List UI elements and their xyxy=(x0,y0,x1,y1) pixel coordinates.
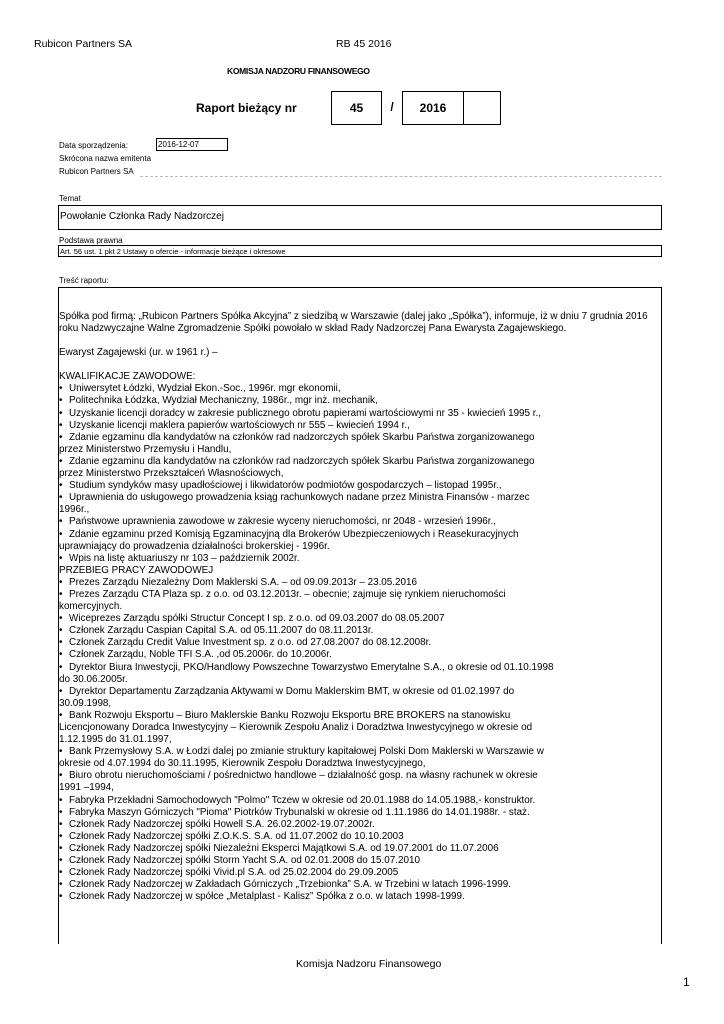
intro-text: Spółka pod firmą: „Rubicon Partners Spółka Akcyjna” z siedzibą w Warszawie (dalej jako „Spółka”), informuje, iż w dniu 7 grudnia 2016 roku Nadzwyczajne Walne Zgromadzenie Spółki powołało w skład Rady Nadzorczej Pana Ewarysta Zagajewskiego. xyxy=(59,311,648,335)
bullet-marker: • xyxy=(59,661,63,673)
qualification-item xyxy=(59,395,661,407)
bullet-marker: • xyxy=(59,588,63,600)
footer-text: Komisja Nadzoru Finansowego xyxy=(296,958,442,970)
qualification-item xyxy=(59,553,661,565)
career-item-text: Członek Zarządu, Noble TFI S.A. ,od 05.2006r. do 10.2006r. xyxy=(69,649,332,661)
bullet-marker: • xyxy=(59,419,63,431)
qualification-item-text: Państwowe uprawnienia zawodowe w zakresie wyceny nieruchomości, nr 2048 - wrzesień 1996r., xyxy=(69,516,497,528)
career-item-text: Członek Zarządu Caspian Capital S.A. od 05.11.2007 do 08.11.2013r. xyxy=(69,625,374,637)
career-item-text: Bank Przemysłowy S.A. w Łodzi dalej po zmianie struktury kapitałowej Polski Dom Maklerski w Warszawie w xyxy=(69,746,544,758)
qualification-item xyxy=(59,492,661,504)
qualifications-list xyxy=(59,383,661,564)
bullet-marker: • xyxy=(59,528,63,540)
qualification-item-text: Uprawnienia do usługowego prowadzenia ksiąg rachunkowych nadane przez Ministra Finansów - marzec xyxy=(69,492,530,504)
career-item xyxy=(59,710,661,722)
qualification-item xyxy=(59,408,661,420)
bullet-marker: • xyxy=(59,516,63,528)
qualification-item-text: Uzyskanie licencji maklera papierów wartościowych nr 555 – kwiecień 1994 r., xyxy=(69,419,410,431)
bullet-marker: • xyxy=(59,625,63,637)
qualification-item xyxy=(59,516,661,528)
career-item xyxy=(59,577,661,589)
bullet-marker: • xyxy=(59,879,63,891)
bullet-marker: • xyxy=(59,818,63,830)
career-item-text: Członek Rady Nadzorczej spółki Vivid.pl S.A. od 25.02.2004 do 29.09.2005 xyxy=(69,867,399,879)
report-separator: / xyxy=(390,100,394,114)
qualification-item xyxy=(59,383,661,395)
subject-label: Temat xyxy=(59,194,81,203)
report-label: Raport bieżący nr xyxy=(196,101,297,115)
bullet-marker: • xyxy=(59,455,63,467)
bullet-marker: • xyxy=(59,395,63,407)
career-item-text: Członek Rady Nadzorczej spółki Howell S.A. 26.02.2002-19.07.2002r. xyxy=(69,818,375,830)
career-item xyxy=(59,855,661,867)
qualification-item xyxy=(59,529,661,541)
career-item-text: Członek Rady Nadzorczej spółki Z.O.K.S. S.A. od 11.07.2002 do 10.10.2003 xyxy=(69,830,404,842)
content-label: Treść raportu: xyxy=(59,276,109,285)
career-list xyxy=(59,577,661,904)
career-item xyxy=(59,589,661,601)
qualification-item-text: Zdanie egzaminu dla kandydatów na członków rad nadzorczych spółek Skarbu Państwa zorganizowanego xyxy=(69,431,535,443)
qualification-item-text: Studium syndyków masy upadłościowej i likwidatorów podmiotów gospodarczych – listopad 1995r., xyxy=(69,480,502,492)
career-item xyxy=(59,843,661,855)
qualification-item-continuation: przez Ministerstwo Przemysłu i Handlu, xyxy=(59,443,232,455)
career-heading: PRZEBIEG PRACY ZAWODOWEJ xyxy=(59,564,214,576)
bullet-marker: • xyxy=(59,492,63,504)
report-number: 45 xyxy=(349,101,364,115)
bullet-marker: • xyxy=(59,431,63,443)
qualification-item-continuation: uprawniający do prowadzenia działalności brokerskiej - 1996r. xyxy=(59,540,330,552)
career-item xyxy=(59,637,661,649)
career-item xyxy=(59,649,661,661)
career-item xyxy=(59,819,661,831)
bullet-marker: • xyxy=(59,746,63,758)
career-item xyxy=(59,686,661,698)
qualification-item xyxy=(59,420,661,432)
bullet-marker: • xyxy=(59,407,63,419)
career-item-continuation: komercyjnych. xyxy=(59,601,123,613)
career-item xyxy=(59,891,661,903)
date-label: Data sporządzenia: xyxy=(59,141,128,150)
report-extra-box xyxy=(463,91,501,125)
bullet-marker: • xyxy=(59,867,63,879)
career-item xyxy=(59,867,661,879)
bullet-marker: • xyxy=(59,383,63,395)
report-year-box xyxy=(402,91,464,125)
divider xyxy=(140,176,662,177)
bullet-marker: • xyxy=(59,576,63,588)
qualification-item-continuation: 1996r., xyxy=(59,504,90,516)
career-item-text: Prezes Zarządu Niezależny Dom Maklerski S.A. – od 09.09.2013r – 23.05.2016 xyxy=(69,576,418,588)
report-year: 2016 xyxy=(419,101,447,115)
career-item-text: Dyrektor Departamentu Zarządzania Aktywami w Domu Maklerskim BMT, w okresie od 01.02.1997 do xyxy=(69,685,515,697)
qualification-item-text: Uniwersytet Łódzki, Wydział Ekon.-Soc., 1996r. mgr ekonomii, xyxy=(69,383,341,395)
bullet-marker: • xyxy=(59,891,63,903)
career-item xyxy=(59,770,661,782)
content-box xyxy=(58,287,662,944)
bullet-marker: • xyxy=(59,855,63,867)
person-text: Ewaryst Zagajewski (ur. w 1961 r.) – xyxy=(59,347,218,359)
header-report-ref: RB 45 2016 xyxy=(336,38,392,50)
qualification-item xyxy=(59,456,661,468)
career-item xyxy=(59,625,661,637)
career-item-text: Prezes Zarządu CTA Plaza sp. z o.o. od 03.12.2013r. – obecnie; zajmuje się rynkiem nieruchomości xyxy=(69,588,506,600)
qualification-item-text: Zdanie egzaminu dla kandydatów na członków rad nadzorczych spółek Skarbu Państwa zorganizowanego xyxy=(69,455,535,467)
career-item-text: Członek Rady Nadzorczej spółki Storm Yacht S.A. od 02.01.2008 do 15.07.2010 xyxy=(69,855,420,867)
bullet-marker: • xyxy=(59,685,63,697)
career-item xyxy=(59,879,661,891)
career-item-text: Fabryka Przekładni Samochodowych "Polmo" Tczew w okresie od 20.01.1988 do 14.05.1988,- konstruktor. xyxy=(69,794,536,806)
bullet-marker: • xyxy=(59,842,63,854)
career-item xyxy=(59,613,661,625)
bullet-marker: • xyxy=(59,770,63,782)
career-item-continuation: 1.12.1995 do 31.01.1997, xyxy=(59,734,172,746)
subject-value: Powołanie Członka Rady Nadzorczej xyxy=(58,205,662,230)
career-item xyxy=(59,746,661,758)
bullet-marker: • xyxy=(59,830,63,842)
bullet-marker: • xyxy=(59,637,63,649)
bullet-marker: • xyxy=(59,709,63,721)
career-item-text: Bank Rozwoju Eksportu – Biuro Maklerskie Banku Rozwoju Eksportu BRE BROKERS na stanowisku xyxy=(69,709,511,721)
career-item-text: Biuro obrotu nieruchomościami / pośrednictwo handlowe – działalność gosp. na własny rachunek w okresie xyxy=(69,770,538,782)
short-name-label: Skrócona nazwa emitenta xyxy=(59,154,152,163)
bullet-marker: • xyxy=(59,806,63,818)
career-item xyxy=(59,831,661,843)
bullet-marker: • xyxy=(59,649,63,661)
career-item-text: Członek Rady Nadzorczej w spółce „Metalplast - Kalisz” Spółka z o.o. w latach 1998-1999. xyxy=(69,891,465,903)
career-item-continuation: Licencjonowany Doradca Inwestycyjny – Kierownik Zespołu Analiz i Doradztwa Inwestycyjnego w okresie od xyxy=(59,722,533,733)
qualification-item-text: Wpis na listę aktuariuszy nr 103 – październik 2002r. xyxy=(69,552,300,564)
qualification-item xyxy=(59,480,661,492)
page-title: KOMISJA NADZORU FINANSOWEGO xyxy=(227,66,370,76)
date-value: 2016-12-07 xyxy=(156,138,228,151)
career-item-text: Członek Zarządu Credit Value Investment sp. z o.o. od 27.08.2007 do 08.12.2008r. xyxy=(69,637,432,649)
qualification-item-text: Zdanie egzaminu przed Komisją Egzaminacyjną dla Brokerów Ubezpieczeniowych i Reasekuracyjnych xyxy=(69,528,519,540)
qualifications-heading: KWALIFIKACJE ZAWODOWE: xyxy=(59,371,196,383)
bullet-marker: • xyxy=(59,552,63,564)
report-number-box xyxy=(331,91,382,125)
career-item-text: Członek Rady Nadzorczej spółki Niezależni Eksperci Majątkowi S.A. od 19.07.2001 do 11.07.2006 xyxy=(69,842,499,854)
career-item-text: Wiceprezes Zarządu spółki Structur Concept I sp. z o.o. od 09.03.2007 do 08.05.2007 xyxy=(69,613,445,625)
bullet-marker: • xyxy=(59,480,63,492)
career-item xyxy=(59,807,661,819)
career-item-continuation: 1991 –1994, xyxy=(59,782,114,794)
page-number: 1 xyxy=(683,975,690,989)
career-item-text: Fabryka Maszyn Górniczych "Pioma" Piotrków Trybunalski w okresie od 1.11.1986 do 14.01.1988r. - staż. xyxy=(69,806,530,818)
bullet-marker: • xyxy=(59,794,63,806)
header-company: Rubicon Partners SA xyxy=(34,38,133,50)
career-item-text: Członek Rady Nadzorczej w Zakładach Górniczych „Trzebionka” S.A. w Trzebini w latach 1996-1999. xyxy=(69,879,512,891)
short-name-value: Rubicon Partners SA xyxy=(59,167,134,176)
legal-basis-value: Art. 56 ust. 1 pkt 2 Ustawy o ofercie - informacje bieżące i okresowe xyxy=(58,245,662,257)
bullet-marker: • xyxy=(59,613,63,625)
qualification-item-text: Politechnika Łódzka, Wydział Mechaniczny, 1986r., mgr inż. mechanik, xyxy=(69,395,378,407)
career-item-text: Dyrektor Biura Inwestycji, PKO/Handlowy Powszechne Towarzystwo Emerytalne S.A., o okresie od 01.10.1998 xyxy=(69,661,554,673)
career-item-continuation: do 30.06.2005r. xyxy=(59,673,128,685)
legal-basis-label: Podstawa prawna xyxy=(59,236,123,245)
qualification-item xyxy=(59,432,661,444)
qualification-item-continuation: przez Ministerstwo Przekształceń Własnościowych, xyxy=(59,468,284,480)
career-item-continuation: 30.09.1998, xyxy=(59,697,112,709)
career-item xyxy=(59,795,661,807)
qualification-item-text: Uzyskanie licencji doradcy w zakresie publicznego obrotu papierami wartościowymi nr 35 - kwiecień 1995 r., xyxy=(69,407,542,419)
career-item xyxy=(59,662,661,674)
career-item-continuation: okresie od 4.07.1994 do 30.11.1995, Kierownik Zespołu Doradztwa Inwestycyjnego, xyxy=(59,758,426,770)
